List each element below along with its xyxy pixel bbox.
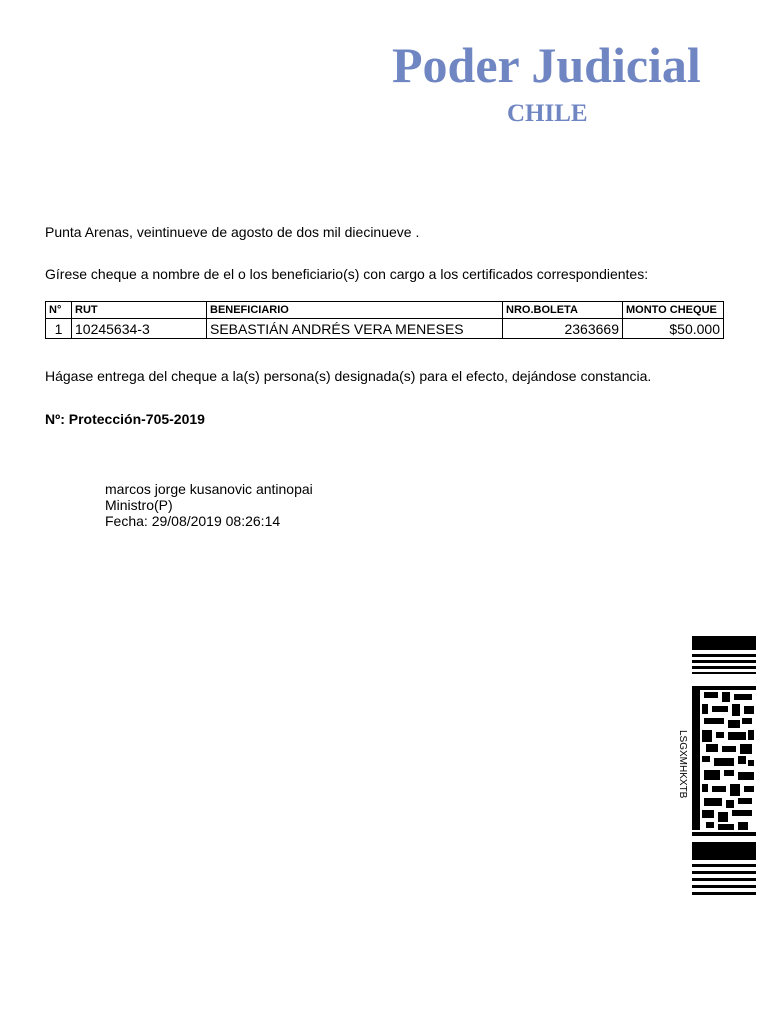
header-title: Poder Judicial [392,37,701,93]
case-number: Nº: Protección-705-2019 [45,411,205,427]
col-header-rut: RUT [72,302,207,319]
signer-role: Ministro(P) [105,497,173,513]
instruction-line: Gírese cheque a nombre de el o los beneficiario(s) con cargo a los certificados correspondientes: [45,266,649,282]
col-header-beneficiary: BENEFICIARIO [207,302,503,319]
cell-beneficiary: SEBASTIÁN ANDRÉS VERA MENESES [207,319,503,339]
signature-block [105,481,313,529]
table-row [46,319,724,339]
cell-rut: 10245634-3 [72,319,207,339]
header-subtitle: CHILE [507,100,588,127]
cell-check-amount: $50.000 [623,319,724,339]
city-date-line: Punta Arenas, veintinueve de agosto de dos mil diecinueve . [45,224,420,240]
verification-code: LSGXMHKXTB [677,730,688,799]
cell-receipt-number: 2363669 [503,319,623,339]
cell-number: 1 [46,319,72,339]
col-header-receipt-number: NRO.BOLETA [503,302,623,319]
barcode-graphic [692,636,756,896]
table-header-row [46,302,724,319]
delivery-note: Hágase entrega del cheque a la(s) persona(s) designada(s) para el efecto, dejándose constancia. [45,368,652,384]
col-header-check-amount: MONTO CHEQUE [623,302,724,319]
signature-date: Fecha: 29/08/2019 08:26:14 [105,513,281,529]
beneficiary-table [45,301,724,339]
col-header-number: N° [46,302,72,319]
signer-name: marcos jorge kusanovic antinopai [105,481,313,497]
